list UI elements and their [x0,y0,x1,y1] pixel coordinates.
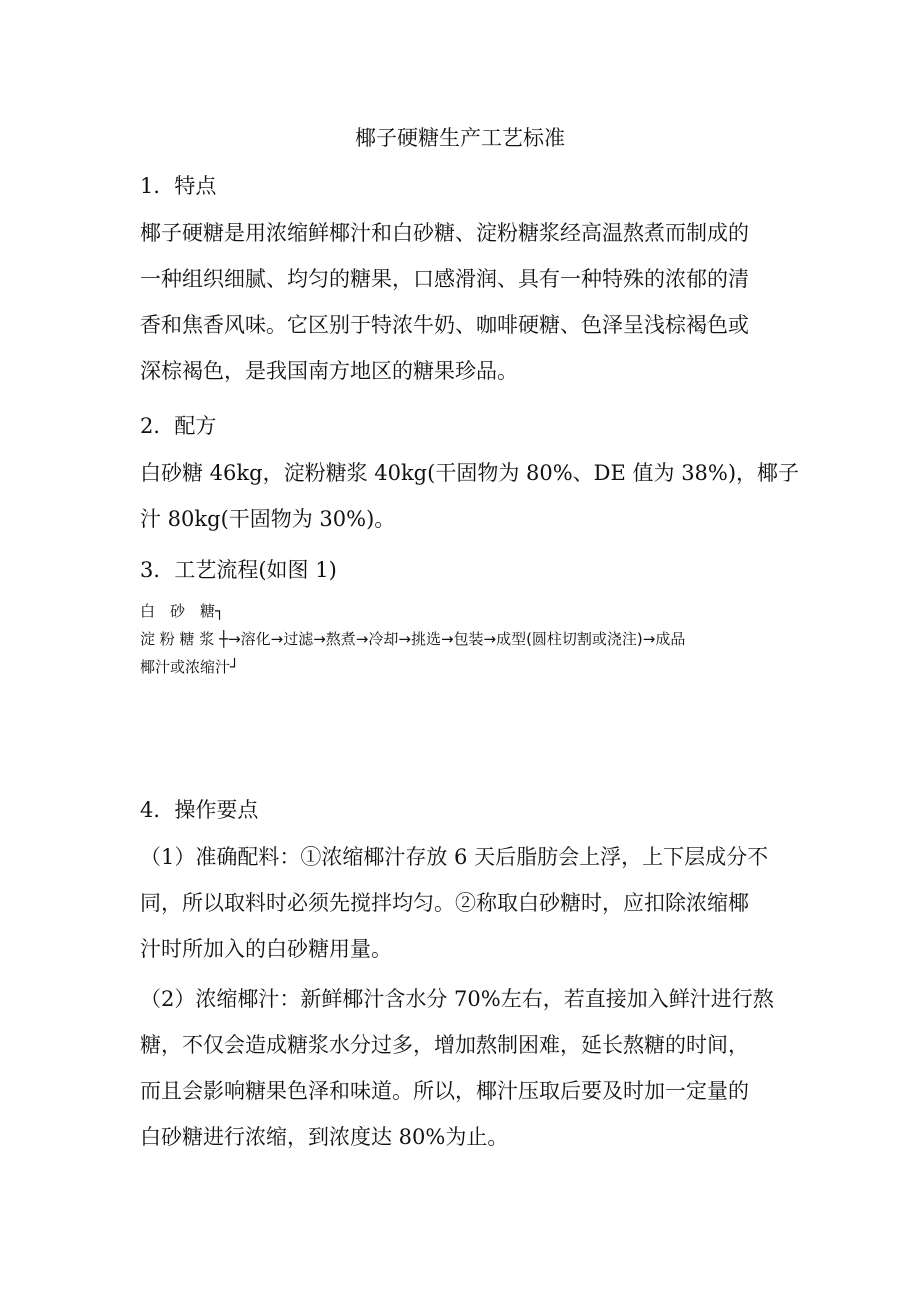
text-line: 汁时所加入的白砂糖用量。 [140,937,392,961]
text-line: 香和焦香风味。它区别于特浓牛奶、咖啡硬糖、色泽呈浅棕褐色或 [140,313,749,337]
text-line: 糖，不仅会造成糖浆水分过多，增加熬制困难，延长熬糖的时间， [140,1033,749,1057]
key-point-1-paragraph [140,834,785,972]
section-heading-features: 1．特点 [140,174,217,198]
text-line: （1）准确配料：①浓缩椰汁存放 6 天后脂肪会上浮，上下层成分不 [140,845,769,869]
flow-main-line: 淀 粉 糖 浆 ┼→溶化→过滤→熬煮→冷却→挑选→包装→成型(圆柱切割或浇注)→成品 [140,630,686,648]
text-line: 椰子硬糖是用浓缩鲜椰汁和白砂糖、淀粉糖浆经高温熬煮而制成的 [140,221,749,245]
text-line: 一种组织细腻、均匀的糖果，口感滑润、具有一种特殊的浓郁的清 [140,267,749,291]
flow-input-sugar: 白 砂 糖┐ [140,602,225,620]
features-paragraph [140,210,785,394]
text-line: 而且会影响糖果色泽和味道。所以，椰汁压取后要及时加一定量的 [140,1079,749,1103]
process-flow-figure [140,598,800,684]
formula-paragraph [140,450,800,542]
section-heading-process-flow: 3．工艺流程(如图 1) [140,558,337,582]
key-point-2-paragraph [140,976,785,1160]
document-title: 椰子硬糖生产工艺标准 [355,126,565,150]
section-heading-formula: 2．配方 [140,414,217,438]
text-line: （2）浓缩椰汁：新鲜椰汁含水分 70%左右，若直接加入鲜汁进行熬 [140,987,774,1011]
text-line: 白砂糖进行浓缩，到浓度达 80%为止。 [140,1125,509,1149]
section-heading-key-points: 4．操作要点 [140,798,259,822]
text-line: 汁 80kg(干固物为 30%)。 [140,507,396,531]
flow-input-coconut-juice: 椰汁或浓缩汁┘ [140,658,240,676]
text-line: 白砂糖 46kg，淀粉糖浆 40kg(干固物为 80%、DE 值为 38%)，椰子 [140,461,800,485]
text-line: 深棕褐色，是我国南方地区的糖果珍品。 [140,359,518,383]
text-line: 同，所以取料时必须先搅拌均匀。②称取白砂糖时，应扣除浓缩椰 [140,891,749,915]
